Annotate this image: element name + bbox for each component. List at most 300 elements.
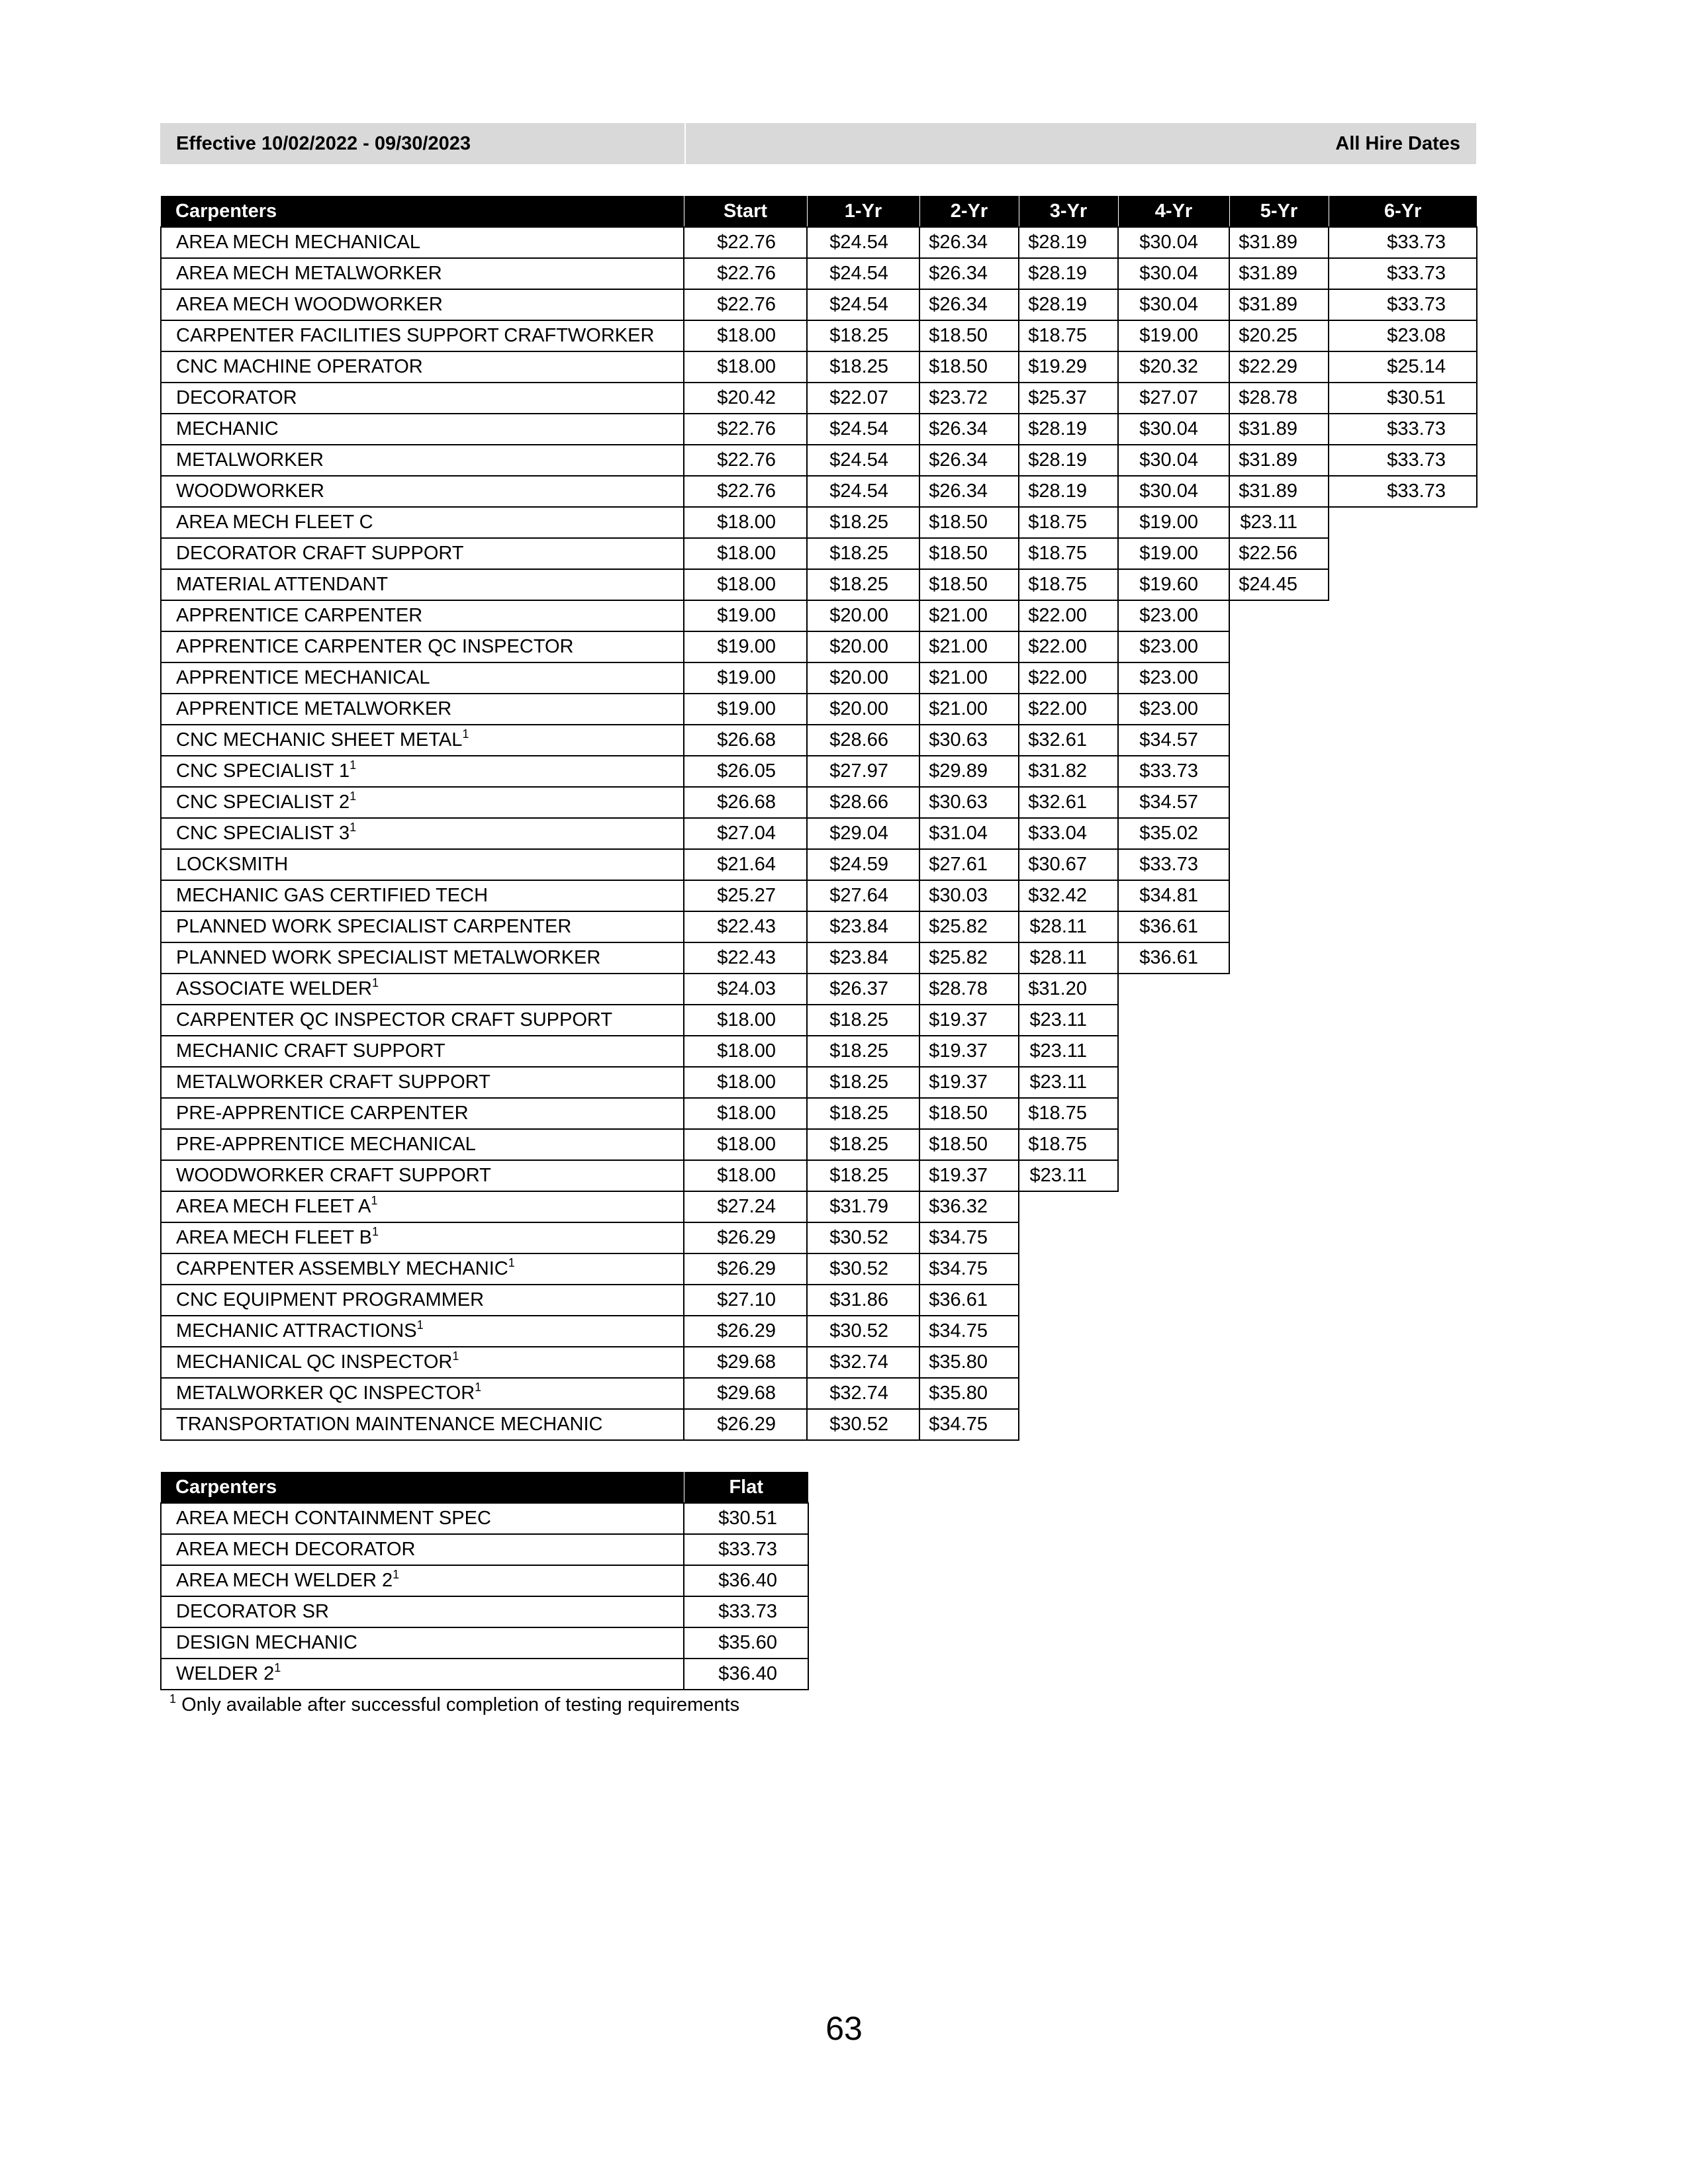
rate-cell: $28.19 [1019,227,1118,258]
footnote-marker: 1 [371,976,379,989]
rate-cell: $18.00 [684,351,807,383]
rate-cell: $18.00 [684,507,807,538]
rate-cell: $18.00 [684,1036,807,1067]
job-title-cell [161,1191,684,1222]
rate-cell: $24.54 [807,414,919,445]
rate-cell: $22.43 [684,942,807,974]
job-title-cell [161,787,684,818]
rate-cell: $32.61 [1019,725,1118,756]
rate-cell: $26.34 [919,476,1019,507]
job-title: AREA MECH METALWORKER [176,263,442,284]
rate-cell: $18.00 [684,320,807,351]
rate-cell: $32.74 [807,1378,919,1409]
job-title: MATERIAL ATTENDANT [176,574,389,595]
rate-cell: $24.54 [807,258,919,289]
job-title-cell [161,631,684,662]
rate-cell: $34.75 [919,1253,1019,1285]
table-row [161,911,1477,942]
rate-cell: $30.51 [1329,383,1477,414]
rate-cell: $26.68 [684,725,807,756]
table-row [161,1005,1477,1036]
job-title-cell [161,880,684,911]
job-title-cell [161,600,684,631]
job-title: CNC SPECIALIST 2 [176,792,350,813]
rate-cell: $18.50 [919,569,1019,600]
rate-cell: $30.51 [684,1503,808,1534]
job-title: DECORATOR SR [176,1601,329,1622]
column-header: 4-Yr [1118,196,1229,227]
rate-cell: $26.34 [919,445,1019,476]
empty-cell [1329,1005,1477,1036]
job-title: MECHANIC ATTRACTIONS [176,1320,417,1342]
empty-cell [1229,1191,1329,1222]
job-title: PRE-APPRENTICE MECHANICAL [176,1134,476,1155]
rate-cell: $22.76 [684,414,807,445]
rate-cell: $31.89 [1229,289,1329,320]
rate-cell: $20.00 [807,631,919,662]
job-title: PLANNED WORK SPECIALIST CARPENTER [176,916,572,937]
job-title-cell [161,942,684,974]
table-row [161,1098,1477,1129]
rate-cell: $19.00 [684,600,807,631]
empty-cell [1118,1191,1229,1222]
rate-cell: $21.00 [919,694,1019,725]
job-title-cell [161,1160,684,1191]
rate-cell: $33.73 [684,1534,808,1565]
rate-cell: $24.54 [807,445,919,476]
job-title-cell [161,974,684,1005]
rate-cell: $18.75 [1019,507,1118,538]
rate-cell: $31.89 [1229,476,1329,507]
table-row [161,942,1477,974]
rate-cell: $30.52 [807,1316,919,1347]
table-row [161,725,1477,756]
rate-cell: $32.42 [1019,880,1118,911]
empty-cell [1329,1347,1477,1378]
rate-cell: $23.11 [1019,1036,1118,1067]
column-header: 6-Yr [1329,196,1477,227]
job-title-cell [161,227,684,258]
job-title-cell [161,1347,684,1378]
rate-cell: $18.25 [807,507,919,538]
rate-cell: $36.61 [1118,942,1229,974]
empty-cell [1118,974,1229,1005]
empty-cell [1229,911,1329,942]
empty-cell [1118,1409,1229,1440]
table-row [161,1129,1477,1160]
rate-cell: $18.00 [684,1098,807,1129]
footnote-marker: 1 [350,758,357,772]
rate-cell: $32.74 [807,1347,919,1378]
rate-cell: $22.76 [684,227,807,258]
table-row [161,1316,1477,1347]
table-row [161,289,1477,320]
empty-cell [1229,1409,1329,1440]
rate-cell: $35.60 [684,1627,808,1659]
rate-cell: $23.11 [1019,1067,1118,1098]
table-row [161,662,1477,694]
rate-cell: $30.04 [1118,445,1229,476]
empty-cell [1329,1098,1477,1129]
table-row [161,1565,808,1596]
job-title-cell [161,258,684,289]
table-row [161,445,1477,476]
rate-cell: $31.89 [1229,258,1329,289]
rate-cell: $21.00 [919,631,1019,662]
empty-cell [1118,1005,1229,1036]
rate-cell: $28.19 [1019,445,1118,476]
job-title: APPRENTICE CARPENTER QC INSPECTOR [176,636,574,657]
table-row [161,1659,808,1690]
job-title: CNC SPECIALIST 1 [176,760,350,782]
job-title-cell [161,538,684,569]
empty-cell [1019,1347,1118,1378]
rate-cell: $28.11 [1019,942,1118,974]
rate-cell: $24.54 [807,476,919,507]
empty-cell [1229,1253,1329,1285]
job-title: AREA MECH FLEET C [176,512,373,533]
empty-cell [1229,1285,1329,1316]
rate-cell: $25.82 [919,911,1019,942]
table-row [161,880,1477,911]
rate-cell: $28.19 [1019,289,1118,320]
rate-cell: $24.54 [807,227,919,258]
table-row [161,787,1477,818]
empty-cell [1118,1067,1229,1098]
column-header: Carpenters [161,1472,684,1503]
empty-cell [1229,694,1329,725]
empty-cell [1229,1347,1329,1378]
rate-cell: $27.24 [684,1191,807,1222]
empty-cell [1229,974,1329,1005]
job-title: DESIGN MECHANIC [176,1632,357,1653]
rate-cell: $22.07 [807,383,919,414]
column-header: Start [684,196,807,227]
empty-cell [1329,1067,1477,1098]
job-title-cell [161,849,684,880]
rate-cell: $33.73 [1118,756,1229,787]
rate-cell: $19.37 [919,1036,1019,1067]
rate-cell: $18.25 [807,569,919,600]
empty-cell [1329,1316,1477,1347]
empty-cell [1229,1222,1329,1253]
job-title: CARPENTER FACILITIES SUPPORT CRAFTWORKER [176,325,655,346]
rate-cell: $22.43 [684,911,807,942]
table-row [161,600,1477,631]
carpenters-rate-table [160,196,1477,1441]
rate-cell: $28.78 [919,974,1019,1005]
job-title-cell [161,383,684,414]
rate-cell: $27.97 [807,756,919,787]
table-row [161,756,1477,787]
table-row [161,1067,1477,1098]
rate-cell: $33.73 [1329,258,1477,289]
empty-cell [1329,1222,1477,1253]
rate-cell: $26.29 [684,1222,807,1253]
job-title-cell [161,1534,684,1565]
footnote-marker: 1 [462,727,469,741]
footnote-marker: 1 [350,821,357,834]
empty-cell [1329,818,1477,849]
rate-cell: $30.04 [1118,414,1229,445]
table-row [161,351,1477,383]
flat-table-header-row [161,1472,808,1503]
empty-cell [1019,1253,1118,1285]
empty-cell [1229,1129,1329,1160]
job-title: CNC EQUIPMENT PROGRAMMER [176,1289,485,1310]
rate-cell: $20.32 [1118,351,1229,383]
job-title-cell [161,445,684,476]
page-number: 63 [825,2010,863,2047]
rate-cell: $34.75 [919,1316,1019,1347]
rate-cell: $33.73 [1329,414,1477,445]
job-title: APPRENTICE CARPENTER [176,605,423,626]
empty-cell [1329,911,1477,942]
job-title-cell [161,320,684,351]
empty-cell [1118,1285,1229,1316]
column-header: Flat [684,1472,808,1503]
job-title: CNC MACHINE OPERATOR [176,356,423,377]
rate-cell: $33.73 [1329,289,1477,320]
rate-cell: $30.63 [919,725,1019,756]
job-title: CNC SPECIALIST 3 [176,823,350,844]
rate-cell: $20.25 [1229,320,1329,351]
column-header: 1-Yr [807,196,919,227]
rate-cell: $28.78 [1229,383,1329,414]
table-row [161,974,1477,1005]
rate-cell: $23.00 [1118,600,1229,631]
rate-cell: $19.00 [684,662,807,694]
rate-cell: $20.00 [807,662,919,694]
rate-cell: $18.25 [807,1129,919,1160]
empty-cell [1329,538,1477,569]
rate-cell: $30.04 [1118,258,1229,289]
rate-cell: $23.11 [1019,1005,1118,1036]
rate-cell: $18.25 [807,1036,919,1067]
rate-cell: $20.00 [807,694,919,725]
table-row [161,258,1477,289]
job-title-cell [161,1378,684,1409]
job-title-cell [161,569,684,600]
job-title: PLANNED WORK SPECIALIST METALWORKER [176,947,601,968]
job-title-cell [161,694,684,725]
footnote-marker: 1 [371,1194,378,1207]
empty-cell [1329,849,1477,880]
table-row [161,1285,1477,1316]
rate-cell: $19.37 [919,1005,1019,1036]
effective-date-range: Effective 10/02/2022 - 09/30/2023 [176,133,471,154]
rate-cell: $31.79 [807,1191,919,1222]
rate-cell: $26.34 [919,414,1019,445]
rate-cell: $26.68 [684,787,807,818]
table-row [161,1627,808,1659]
rate-cell: $36.32 [919,1191,1019,1222]
job-title: AREA MECH FLEET A [176,1196,371,1217]
job-title: METALWORKER QC INSPECTOR [176,1383,475,1404]
rate-cell: $18.75 [1019,569,1118,600]
job-title: AREA MECH FLEET B [176,1227,372,1248]
job-title-cell [161,1627,684,1659]
rate-cell: $23.00 [1118,694,1229,725]
job-title-cell [161,1659,684,1690]
empty-cell [1118,1036,1229,1067]
rate-cell: $26.29 [684,1316,807,1347]
rate-cell: $31.89 [1229,445,1329,476]
table-row [161,1378,1477,1409]
empty-cell [1229,1160,1329,1191]
rate-cell: $30.04 [1118,476,1229,507]
job-title-cell [161,1285,684,1316]
table-header-row [161,196,1477,227]
job-title: MECHANIC CRAFT SUPPORT [176,1040,445,1062]
rate-cell: $30.03 [919,880,1019,911]
rate-cell: $22.56 [1229,538,1329,569]
rate-cell: $19.29 [1019,351,1118,383]
job-title: DECORATOR CRAFT SUPPORT [176,543,464,564]
rate-cell: $36.61 [919,1285,1019,1316]
rate-cell: $19.00 [1118,538,1229,569]
job-title-cell [161,1036,684,1067]
empty-cell [1329,880,1477,911]
rate-cell: $25.27 [684,880,807,911]
rate-cell: $19.37 [919,1160,1019,1191]
rate-cell: $24.03 [684,974,807,1005]
empty-cell [1118,1160,1229,1191]
column-header: Carpenters [161,196,684,227]
rate-cell: $26.34 [919,258,1019,289]
rate-cell: $22.00 [1019,631,1118,662]
rate-cell: $26.34 [919,227,1019,258]
rate-cell: $33.73 [1329,227,1477,258]
rate-cell: $18.00 [684,569,807,600]
rate-cell: $22.76 [684,476,807,507]
effective-date-bar [160,123,1476,164]
job-title: MECHANIC [176,418,279,439]
job-title: CNC MECHANIC SHEET METAL [176,729,463,751]
table-row [161,1253,1477,1285]
rate-cell: $31.04 [919,818,1019,849]
rate-cell: $28.19 [1019,258,1118,289]
column-header: 3-Yr [1019,196,1118,227]
table-row [161,1160,1477,1191]
empty-cell [1329,1285,1477,1316]
job-title-cell [161,1565,684,1596]
rate-cell: $18.00 [684,1160,807,1191]
rate-cell: $18.50 [919,538,1019,569]
footnote-marker: 1 [452,1349,459,1363]
table-row [161,1503,808,1534]
empty-cell [1019,1378,1118,1409]
empty-cell [1329,631,1477,662]
rate-cell: $18.75 [1019,538,1118,569]
empty-cell [1229,756,1329,787]
rate-cell: $25.37 [1019,383,1118,414]
job-title: METALWORKER [176,449,324,471]
rate-cell: $30.63 [919,787,1019,818]
rate-cell: $18.50 [919,1129,1019,1160]
empty-cell [1329,756,1477,787]
footnote-marker: 1 [475,1381,482,1394]
rate-cell: $18.25 [807,351,919,383]
rate-cell: $29.04 [807,818,919,849]
rate-cell: $31.86 [807,1285,919,1316]
rate-cell: $23.00 [1118,631,1229,662]
job-title-cell [161,756,684,787]
empty-cell [1019,1409,1118,1440]
rate-cell: $34.57 [1118,725,1229,756]
job-title: AREA MECH WOODWORKER [176,294,443,315]
table-row [161,1191,1477,1222]
empty-cell [1229,787,1329,818]
rate-cell: $18.25 [807,538,919,569]
rate-cell: $36.40 [684,1659,808,1690]
job-title-cell [161,662,684,694]
rate-cell: $36.40 [684,1565,808,1596]
empty-cell [1118,1316,1229,1347]
rate-cell: $29.68 [684,1347,807,1378]
rate-cell: $19.60 [1118,569,1229,600]
rate-cell: $23.11 [1229,507,1329,538]
empty-cell [1229,1378,1329,1409]
empty-cell [1329,1036,1477,1067]
rate-cell: $30.52 [807,1222,919,1253]
rate-cell: $22.00 [1019,600,1118,631]
rate-cell: $23.08 [1329,320,1477,351]
job-title-cell [161,1409,684,1440]
rate-cell: $19.00 [684,631,807,662]
rate-cell: $34.57 [1118,787,1229,818]
empty-cell [1329,662,1477,694]
table-row [161,383,1477,414]
rate-cell: $22.00 [1019,694,1118,725]
rate-cell: $18.50 [919,507,1019,538]
rate-cell: $31.82 [1019,756,1118,787]
rate-cell: $27.07 [1118,383,1229,414]
rate-cell: $22.76 [684,258,807,289]
rate-cell: $23.84 [807,942,919,974]
rate-cell: $18.00 [684,538,807,569]
job-title: LOCKSMITH [176,854,289,875]
rate-cell: $34.81 [1118,880,1229,911]
footnote-marker: 1 [416,1318,424,1332]
rate-cell: $24.59 [807,849,919,880]
rate-cell: $23.84 [807,911,919,942]
footnote-text: Only available after successful completion of testing requirements [181,1694,740,1715]
empty-cell [1229,942,1329,974]
header-divider [684,123,686,164]
rate-cell: $26.37 [807,974,919,1005]
table-row [161,849,1477,880]
rate-cell: $19.00 [684,694,807,725]
rate-cell: $35.80 [919,1347,1019,1378]
rate-cell: $30.04 [1118,227,1229,258]
job-title-cell [161,1098,684,1129]
empty-cell [1118,1098,1229,1129]
rate-cell: $27.04 [684,818,807,849]
table-row [161,1347,1477,1378]
job-title-cell [161,1067,684,1098]
rate-cell: $18.50 [919,351,1019,383]
job-title: WELDER 2 [176,1663,275,1684]
job-title: AREA MECH DECORATOR [176,1539,416,1560]
rate-cell: $30.52 [807,1253,919,1285]
rate-cell: $34.75 [919,1409,1019,1440]
job-title: CARPENTER QC INSPECTOR CRAFT SUPPORT [176,1009,613,1030]
footnote [169,1694,739,1716]
rate-cell: $19.37 [919,1067,1019,1098]
empty-cell [1118,1129,1229,1160]
rate-cell: $22.76 [684,445,807,476]
